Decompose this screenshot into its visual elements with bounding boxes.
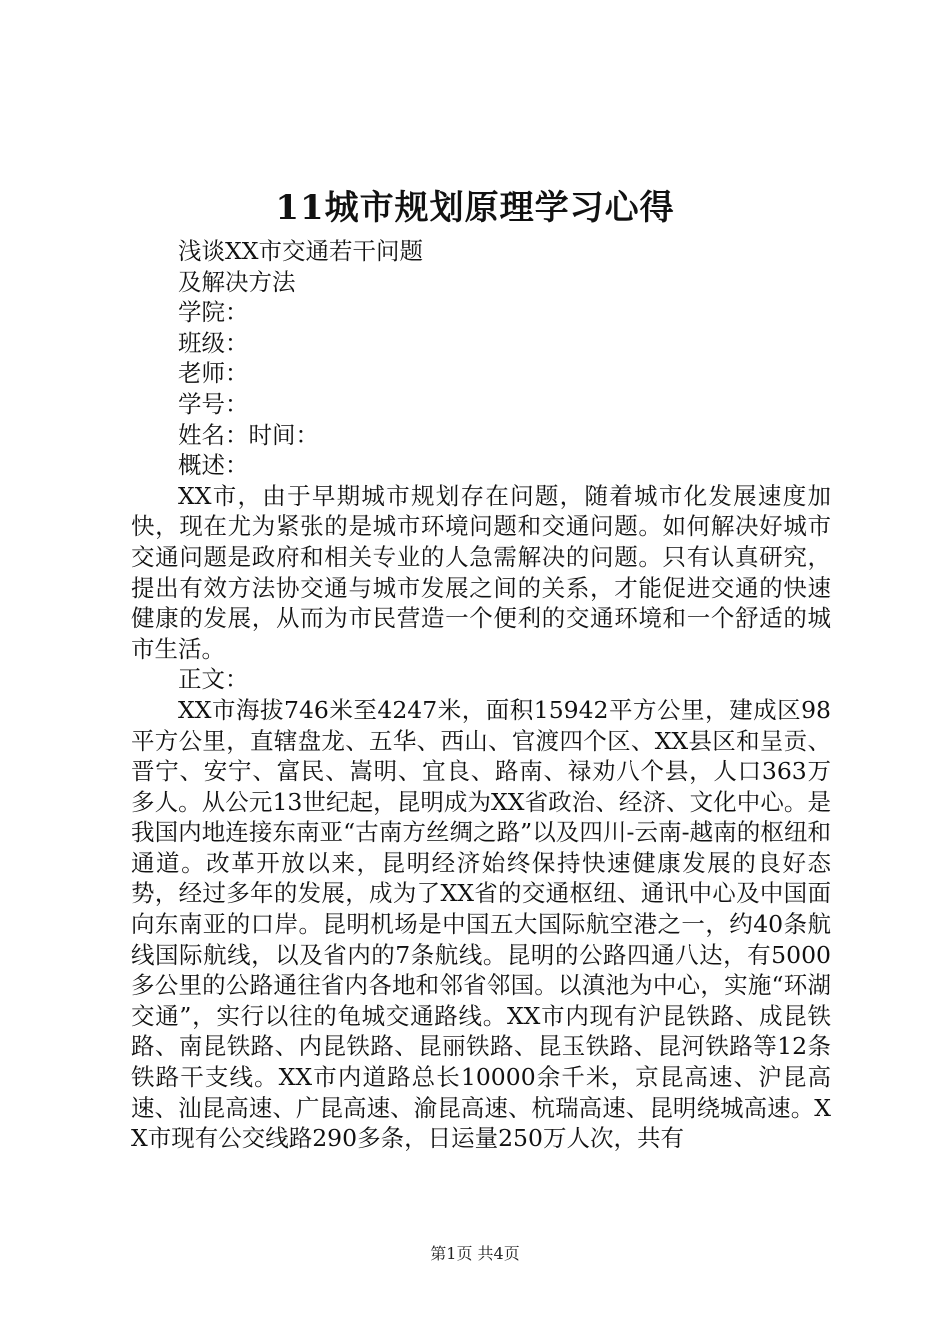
student-id-field: 学号：	[178, 389, 249, 418]
body-heading: 正文：	[178, 665, 249, 694]
teacher-field: 老师：	[178, 359, 249, 388]
class-field: 班级：	[178, 328, 249, 357]
document-title: 11城市规划原理学习心得	[275, 188, 675, 228]
name-time-field: 姓名：时间：	[178, 420, 319, 449]
college-field: 学院：	[178, 298, 249, 327]
summary-heading: 概述：	[178, 451, 249, 480]
document-body	[131, 236, 831, 1154]
subtitle-line-1: 浅谈XX市交通若干问题	[178, 237, 423, 265]
body-paragraph: XX市海拔746米至4247米，面积15942平方公里，建成区98平方公里，直辖盘龙、五华、西山、官渡四个区、XX县区和呈贡、晋宁、安宁、富民、嵩明、宜良、路南、禄劝八个县，人口363万多人。从公元13世纪起，昆明成为XX省政治、经济、文化中心。是我国内地连接东南亚“古南方丝绸之路”以及四川-云南-越南的枢纽和通道。改革开放以来，昆明经济始终保持快速健康发展的良好态势，经过多年的发展，成为了XX省的交通枢纽、通讯中心及中国面向东南亚的口岸。昆明机场是中国五大国际航空港之一，约40条航线国际航线，以及省内的7条航线。昆明的公路四通八达，有5000多公里的公路通往省内各地和邻省邻国。以滇池为中心，实施“环湖交通”，实行以往的龟城交通路线。XX市内现有沪昆铁路、成昆铁路、南昆铁路、内昆铁路、昆丽铁路、昆玉铁路、昆河铁路等12条铁路干支线。XX市内道路总长10000余千米，京昆高速、沪昆高速、汕昆高速、广昆高速、渝昆高速、杭瑞高速、昆明绕城高速。XX市现有公交线路290多条，日运量250万人次，共有	[131, 695, 831, 1153]
summary-paragraph: XX市，由于早期城市规划存在问题，随着城市化发展速度加快，现在尤为紧张的是城市环境问题和交通问题。如何解决好城市交通问题是政府和相关专业的人急需解决的问题。只有认真研究，提出有效方法协交通与城市发展之间的关系，才能促进交通的快速健康的发展，从而为市民营造一个便利的交通环境和一个舒适的城市生活。	[131, 481, 831, 663]
subtitle-line-2: 及解决方法	[178, 267, 296, 296]
page-number-footer: 第1页 共4页	[430, 1244, 520, 1263]
